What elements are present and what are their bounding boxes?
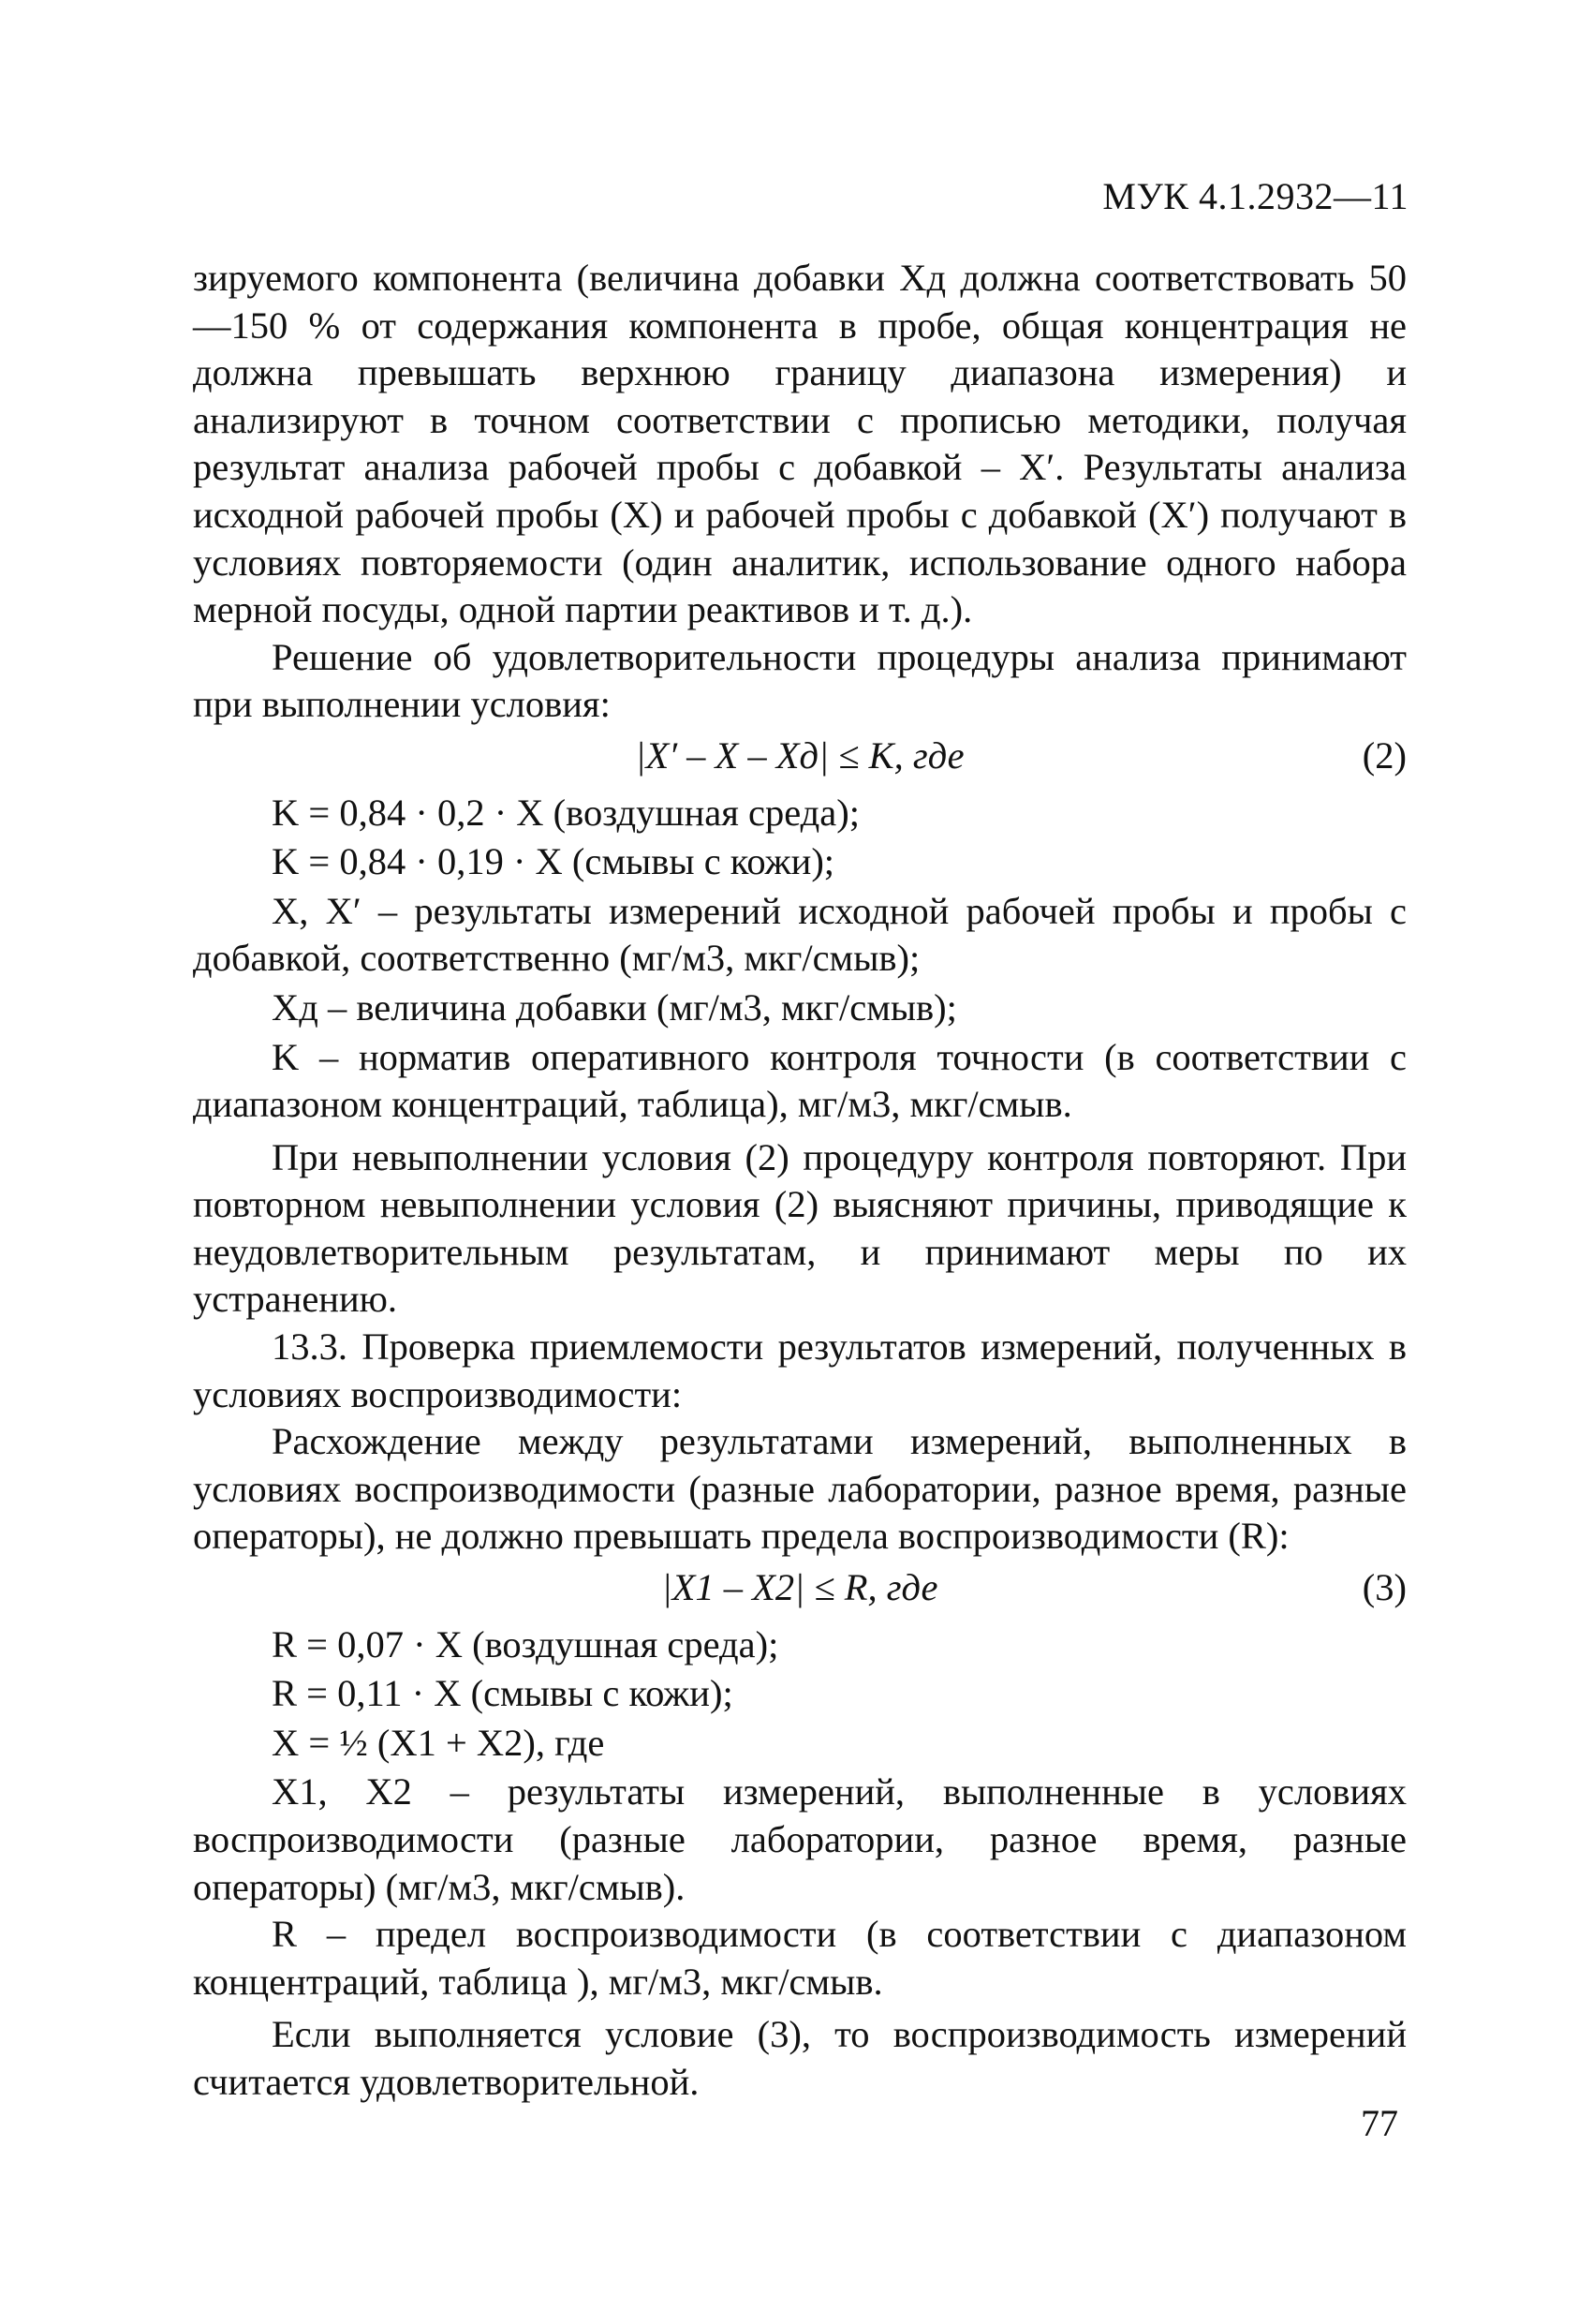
formula-3: [193, 1564, 1407, 1612]
definition-xd: Xд – величина добавки (мг/м3, мкг/смыв);: [272, 985, 957, 1029]
paragraph-condition-intro: Решение об удовлетворительности процедуры анализа принимают при выполнении условия:: [193, 635, 1407, 726]
paragraph-reproducibility: Расхождение между результатами измерений, выполненных в условиях воспроизводимости (разные лаборатории, разное время, разные операторы), не должно превышать предела воспроизводимости (R):: [193, 1420, 1407, 1558]
formula-2-expression: |X′ – X – Xд| ≤ K, где: [635, 733, 965, 777]
definition-r-air: R = 0,07 · X (воздушная среда);: [272, 1622, 779, 1665]
definition-r: R – предел воспроизводимости (в соответствии с диапазоном концентраций, таблица ), мг/м3, мкг/смыв.: [193, 1913, 1407, 2003]
definition-k-air: K = 0,84 · 0,2 · X (воздушная среда);: [272, 791, 860, 834]
paragraph-repeat-control: При невыполнении условия (2) процедуру контроля повторяют. При повторном невыполнении условия (2) выясняют причины, приводящие к неудовлетворительным результатам, и принимают меры по их устранению.: [193, 1135, 1407, 1321]
page-body: [193, 255, 1407, 2107]
section-13-3-heading: 13.3. Проверка приемлемости результатов измерений, полученных в условиях воспроизводимости:: [193, 1325, 1407, 1415]
definition-xbar: X = ½ (X1 + X2), где: [272, 1721, 605, 1764]
definition-x1-x2: X1, X2 – результаты измерений, выполненные в условиях воспроизводимости (разные лаборатории, разное время, разные операторы) (мг/м3, мкг/смыв).: [193, 1770, 1407, 1908]
document-code-header: МУК 4.1.2932—11: [1102, 175, 1409, 217]
paragraph-continuation: зируемого компонента (величина добавки Xд должна соответствовать 50—150 % от содержания компонента в пробе, общая концентрация не должна превышать верхнюю границу диапазона измерения) и анализируют в точном соответствии с прописью методики, получая результат анализа рабочей пробы с добавкой – X′. Результаты анализа исходной рабочей пробы (X) и рабочей пробы с добавкой (X′) получают в условиях повторяемости (один аналитик, использование одного набора мерной посуды, одной партии реактивов и т. д.).: [193, 257, 1407, 631]
formula-3-number: (3): [1362, 1566, 1407, 1609]
formula-3-expression: |X1 – X2| ≤ R, где: [661, 1566, 938, 1609]
definition-r-skin: R = 0,11 · X (смывы с кожи);: [272, 1672, 733, 1715]
definition-k-skin: K = 0,84 · 0,19 · X (смывы с кожи);: [272, 840, 835, 883]
paragraph-conclusion: Если выполняется условие (3), то воспроизводимость измерений считается удовлетворительной.: [193, 2013, 1407, 2103]
definition-k: K – норматив оперативного контроля точности (в соответствии с диапазоном концентраций, таблица), мг/м3, мкг/смыв.: [193, 1035, 1407, 1126]
definition-x: X, X′ – результаты измерений исходной рабочей пробы и пробы с добавкой, соответственно (мг/м3, мкг/смыв);: [193, 889, 1407, 980]
formula-2: [193, 733, 1407, 780]
formula-2-number: (2): [1362, 733, 1407, 777]
page-number: 77: [1361, 2102, 1398, 2144]
